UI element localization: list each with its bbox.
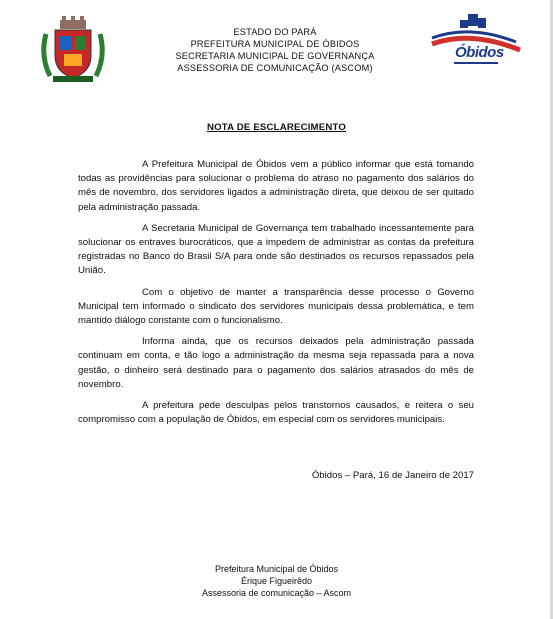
- footer-prefecture: Prefeitura Municipal de Óbidos: [214, 564, 339, 574]
- header-secretariat: SECRETARIA MUNICIPAL DE GOVERNANÇA: [175, 51, 375, 61]
- header-ascom: ASSESSORIA DE COMUNICAÇÃO (ASCOM): [177, 63, 373, 73]
- document-date: Óbidos – Pará, 16 de Janeiro de 2017: [311, 470, 474, 481]
- document-body: [78, 158, 474, 434]
- signature-block: [0, 563, 553, 599]
- paragraph-4: Informa ainda, que os recursos deixados pela administração passada continuam em conta, e tão logo a administração da mesma seja repassada para a nova gestão, o dinheiro será destinado para o pagamento dos salários atrasados do mês de novembro.: [78, 336, 474, 390]
- paragraph-3: Com o objetivo de manter a transparência desse processo o Governo Municipal tem informado o sindicato dos servidores municipais dessa problemática, e tem mantido diálogo constante com o funcionalismo.: [78, 286, 474, 327]
- header-state: ESTADO DO PARÁ: [233, 27, 317, 37]
- footer-department: Assessoria de comunicação – Ascom: [201, 588, 352, 598]
- paragraph-1: A Prefeitura Municipal de Óbidos vem a público informar que está tomando todas as providências para solucionar o problema do atraso no pagamento dos salários do mês de novembro, dos servidores ligados a administração direta, que deixou de ser quitado pela administração passada.: [78, 159, 474, 213]
- document-title: NOTA DE ESCLARECIMENTO: [206, 122, 347, 133]
- logo-wordmark: Óbidos: [455, 44, 504, 61]
- footer-signatory: Érique Figueirêdo: [240, 576, 313, 586]
- paragraph-5: A prefeitura pede desculpas pelos transtornos causados, e reitera o seu compromisso com a população de Óbidos, em especial com os servidores municipais.: [78, 400, 474, 426]
- header-prefecture: PREFEITURA MUNICIPAL DE ÓBIDOS: [190, 39, 360, 49]
- municipal-coat-of-arms: [38, 16, 108, 86]
- paragraph-2: A Secretaria Municipal de Governança tem trabalhado incessantemente para solucionar os entraves burocráticos, que a impedem de administrar as contas da prefeitura registradas no Banco do Brasil S/A para onde são destinados os recursos repassados pela União.: [78, 222, 474, 277]
- letterhead: [140, 26, 410, 74]
